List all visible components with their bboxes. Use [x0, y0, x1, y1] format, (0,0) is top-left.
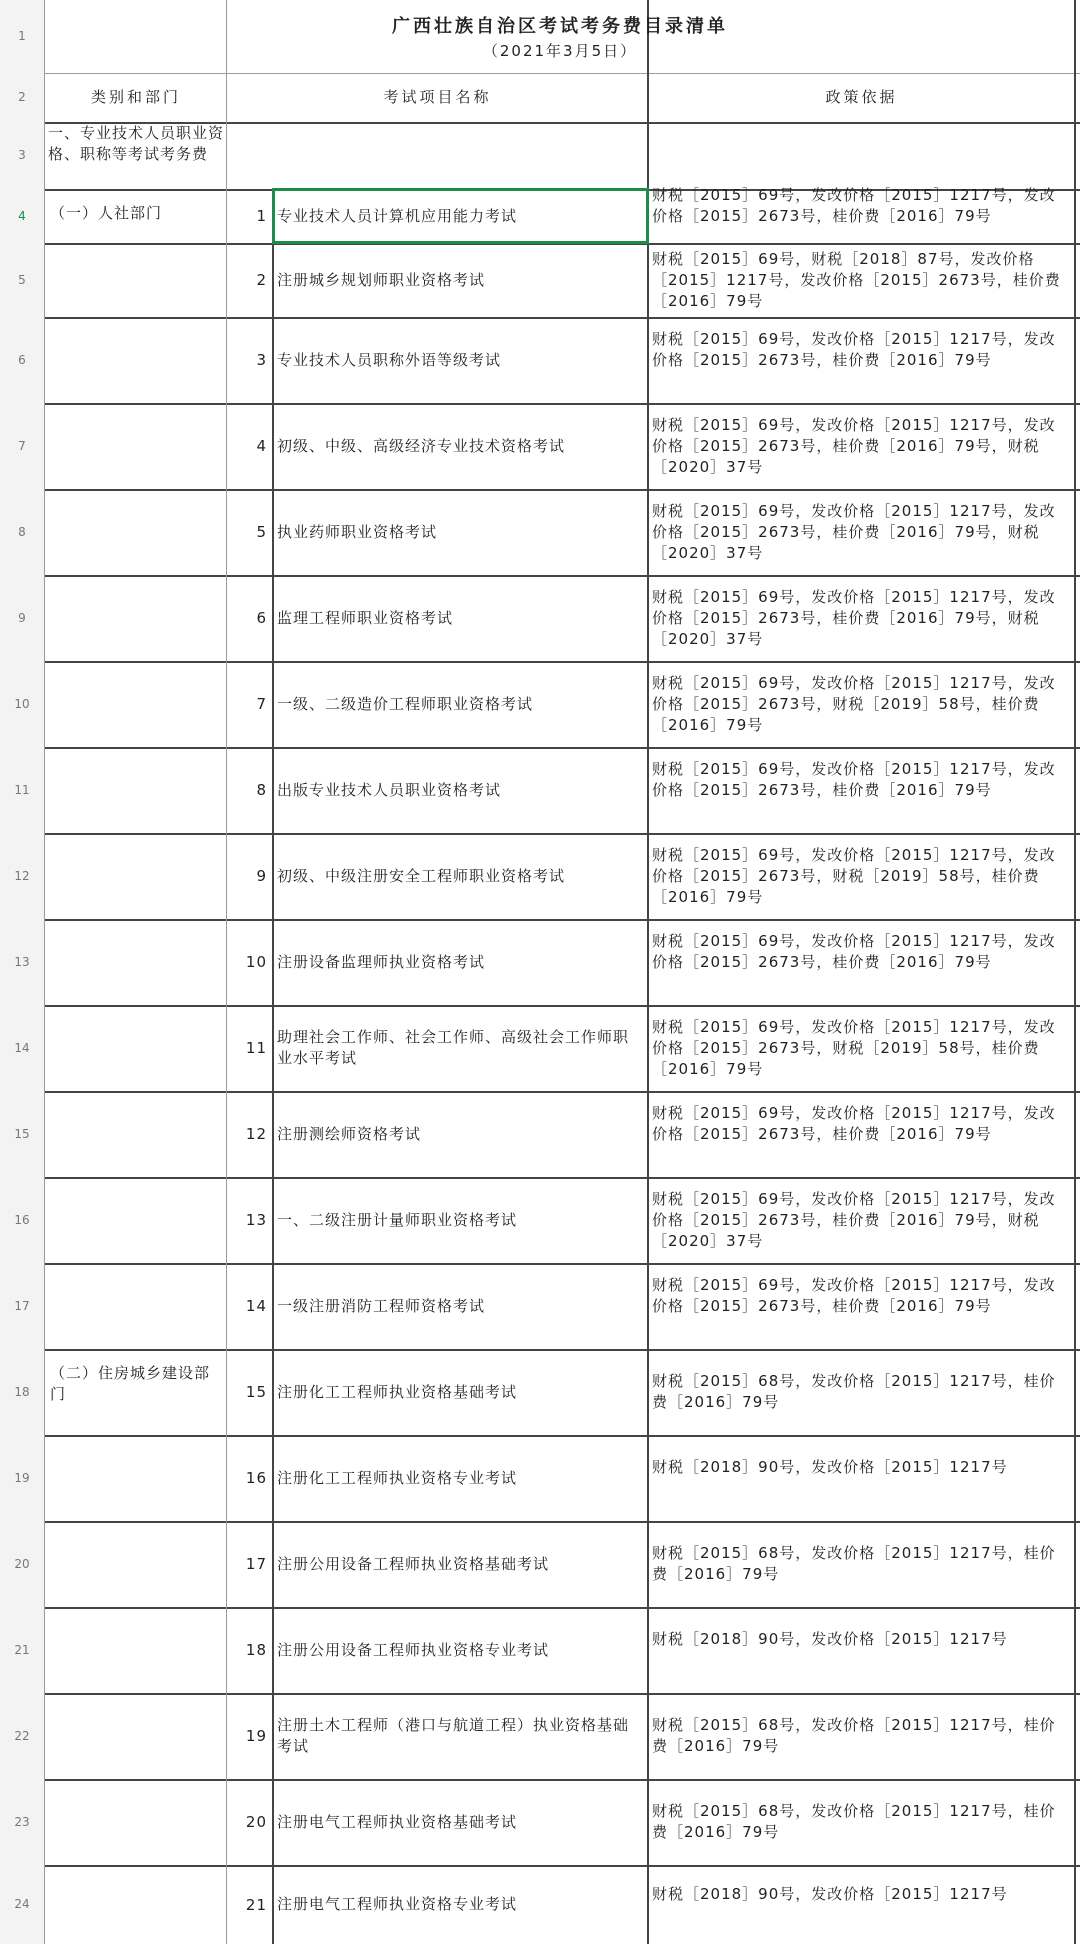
item-number-cell[interactable]: 12 [245, 1125, 267, 1143]
item-number-cell[interactable]: 9 [256, 867, 267, 885]
policy-basis-cell[interactable]: 财税［2015］69号，财税［2018］87号，发改价格［2015］1217号，发改价格［2015］2673号，桂价费［2016］79号 [652, 249, 1061, 310]
row-number[interactable]: 18 [0, 1349, 44, 1435]
row-divider [0, 1779, 1080, 1781]
row-divider [0, 1521, 1080, 1523]
row-number[interactable]: 20 [0, 1521, 44, 1607]
row-number[interactable]: 16 [0, 1177, 44, 1263]
exam-name-cell[interactable]: 执业药师职业资格考试 [277, 522, 438, 541]
row-number[interactable]: 2 [0, 73, 44, 122]
section-category-cell[interactable]: 一、专业技术人员职业资格、职称等考试考务费 [48, 124, 224, 163]
exam-name-cell[interactable]: 注册测绘师资格考试 [277, 1124, 422, 1143]
exam-name-cell[interactable]: 注册电气工程师执业资格基础考试 [277, 1812, 518, 1831]
exam-name-cell[interactable]: 注册设备监理师执业资格考试 [277, 952, 486, 971]
row-divider [0, 1349, 1080, 1351]
row-divider [0, 919, 1080, 921]
policy-basis-cell[interactable]: 财税［2015］69号，发改价格［2015］1217号，发改价格［2015］2673号，桂价费［2016］79号 [652, 185, 1056, 225]
exam-name-cell[interactable]: 一级注册消防工程师资格考试 [277, 1296, 486, 1315]
row-divider [0, 747, 1080, 749]
row-number[interactable]: 10 [0, 661, 44, 747]
row-number[interactable]: 12 [0, 833, 44, 919]
exam-name-cell[interactable]: 注册城乡规划师职业资格考试 [277, 270, 486, 289]
policy-basis-cell[interactable]: 财税［2015］69号，发改价格［2015］1217号，发改价格［2015］2673号，桂价费［2016］79号，财税［2020］37号 [652, 415, 1056, 476]
policy-basis-cell[interactable]: 财税［2015］69号，发改价格［2015］1217号，发改价格［2015］2673号，桂价费［2016］79号，财税［2020］37号 [652, 501, 1056, 562]
item-number-cell[interactable]: 16 [245, 1469, 267, 1487]
row-number[interactable]: 13 [0, 919, 44, 1005]
row-number[interactable]: 3 [0, 122, 44, 189]
item-number-cell[interactable]: 15 [245, 1383, 267, 1401]
policy-basis-cell[interactable]: 财税［2015］69号，发改价格［2015］1217号，发改价格［2015］2673号，桂价费［2016］79号 [652, 931, 1056, 971]
item-number-cell[interactable]: 5 [256, 523, 267, 541]
policy-basis-cell[interactable]: 财税［2015］69号，发改价格［2015］1217号，发改价格［2015］2673号，桂价费［2016］79号 [652, 1103, 1056, 1143]
row-divider [0, 73, 1080, 74]
item-number-cell[interactable]: 1 [256, 207, 267, 225]
category-cell[interactable]: （一）人社部门 [50, 204, 163, 222]
row-number[interactable]: 1 [0, 0, 44, 73]
row-divider [0, 1693, 1080, 1695]
row-divider [0, 1263, 1080, 1265]
item-number-cell[interactable]: 17 [245, 1555, 267, 1573]
row-number[interactable]: 8 [0, 489, 44, 575]
row-divider [0, 1177, 1080, 1179]
row-number[interactable]: 11 [0, 747, 44, 833]
item-number-cell[interactable]: 4 [256, 437, 267, 455]
exam-name-cell[interactable]: 一、二级注册计量师职业资格考试 [277, 1210, 518, 1229]
sheet-subtitle[interactable]: （2021年3月5日） [482, 42, 638, 60]
exam-name-cell[interactable]: 专业技术人员职称外语等级考试 [277, 350, 502, 369]
item-number-cell[interactable]: 13 [245, 1211, 267, 1229]
exam-name-cell[interactable]: 专业技术人员计算机应用能力考试 [277, 206, 518, 225]
selected-cell [272, 188, 649, 244]
item-number-cell[interactable]: 18 [245, 1641, 267, 1659]
item-number-cell[interactable]: 21 [245, 1895, 267, 1914]
category-cell[interactable]: （二）住房城乡建设部门 [50, 1364, 211, 1403]
row-divider [0, 575, 1080, 577]
row-number[interactable]: 14 [0, 1005, 44, 1091]
item-number-cell[interactable]: 6 [256, 609, 267, 627]
policy-basis-cell[interactable]: 财税［2015］68号，发改价格［2015］1217号，桂价费［2016］79号 [652, 1372, 1056, 1411]
exam-name-cell[interactable]: 助理社会工作师、社会工作师、高级社会工作师职业水平考试 [277, 1028, 630, 1067]
header-exam-name[interactable]: 考试项目名称 [383, 88, 492, 106]
row-number[interactable]: 15 [0, 1091, 44, 1177]
row-number[interactable]: 22 [0, 1693, 44, 1779]
exam-name-cell[interactable]: 注册化工工程师执业资格专业考试 [277, 1468, 518, 1487]
exam-name-cell[interactable]: 注册公用设备工程师执业资格专业考试 [277, 1640, 550, 1659]
column-divider [226, 0, 227, 1944]
policy-basis-cell[interactable]: 财税［2018］90号，发改价格［2015］1217号 [652, 1458, 1008, 1476]
item-number-cell[interactable]: 11 [245, 1039, 267, 1057]
exam-name-cell[interactable]: 注册公用设备工程师执业资格基础考试 [277, 1554, 550, 1573]
row-divider [0, 1005, 1080, 1007]
policy-basis-cell[interactable]: 财税［2015］69号，发改价格［2015］1217号，发改价格［2015］2673号，财税［2019］58号，桂价费［2016］79号 [652, 1017, 1056, 1078]
row-divider [0, 317, 1080, 319]
row-number[interactable]: 21 [0, 1607, 44, 1693]
exam-name-cell[interactable]: 一级、二级造价工程师职业资格考试 [277, 694, 534, 713]
row-divider [0, 1091, 1080, 1093]
column-divider [647, 0, 649, 1944]
row-divider [0, 1865, 1080, 1867]
policy-basis-cell[interactable]: 财税［2015］69号，发改价格［2015］1217号，发改价格［2015］2673号，桂价费［2016］79号，财税［2020］37号 [652, 587, 1056, 648]
row-divider [0, 1607, 1080, 1609]
row-number[interactable]: 19 [0, 1435, 44, 1521]
row-number[interactable]: 7 [0, 403, 44, 489]
item-number-cell[interactable]: 10 [245, 953, 267, 971]
item-number-cell[interactable]: 3 [256, 351, 267, 369]
exam-name-cell[interactable]: 初级、中级、高级经济专业技术资格考试 [277, 436, 566, 455]
policy-basis-cell[interactable]: 财税［2015］69号，发改价格［2015］1217号，发改价格［2015］2673号，桂价费［2016］79号 [652, 759, 1056, 799]
policy-basis-cell[interactable]: 财税［2015］69号，发改价格［2015］1217号，发改价格［2015］2673号，桂价费［2016］79号 [652, 329, 1056, 369]
exam-name-cell[interactable]: 注册土木工程师（港口与航道工程）执业资格基础考试 [277, 1716, 630, 1755]
item-number-cell[interactable]: 7 [256, 695, 267, 713]
item-number-cell[interactable]: 14 [245, 1297, 267, 1315]
exam-name-cell[interactable]: 监理工程师职业资格考试 [277, 608, 454, 627]
policy-basis-cell[interactable]: 财税［2015］68号，发改价格［2015］1217号，桂价费［2016］79号 [652, 1802, 1056, 1841]
item-number-cell[interactable]: 20 [245, 1813, 267, 1831]
row-number[interactable]: 9 [0, 575, 44, 661]
policy-basis-cell[interactable]: 财税［2018］90号，发改价格［2015］1217号 [652, 1884, 1008, 1903]
row-divider [0, 1435, 1080, 1437]
policy-basis-cell[interactable]: 财税［2015］69号，发改价格［2015］1217号，发改价格［2015］2673号，财税［2019］58号，桂价费［2016］79号 [652, 845, 1056, 906]
row-number[interactable]: 17 [0, 1263, 44, 1349]
row-divider [0, 661, 1080, 663]
item-number-cell[interactable]: 2 [256, 271, 267, 289]
exam-name-cell[interactable]: 注册化工工程师执业资格基础考试 [277, 1382, 518, 1401]
row-number[interactable]: 5 [0, 243, 44, 317]
policy-basis-cell[interactable]: 财税［2015］68号，发改价格［2015］1217号，桂价费［2016］79号 [652, 1544, 1056, 1583]
exam-name-cell[interactable]: 初级、中级注册安全工程师职业资格考试 [277, 866, 566, 885]
policy-basis-cell[interactable]: 财税［2015］68号，发改价格［2015］1217号，桂价费［2016］79号 [652, 1716, 1056, 1755]
sheet-title[interactable]: 广西壮族自治区考试考务费目录清单 [392, 16, 728, 37]
column-divider [272, 189, 274, 1944]
row-divider [0, 403, 1080, 405]
header-category[interactable]: 类别和部门 [90, 88, 181, 106]
column-divider [1074, 0, 1076, 1944]
row-number[interactable]: 4 [0, 189, 44, 243]
policy-basis-cell[interactable]: 财税［2015］69号，发改价格［2015］1217号，发改价格［2015］2673号，桂价费［2016］79号 [652, 1275, 1056, 1315]
row-divider [0, 833, 1080, 835]
column-divider [44, 0, 45, 1944]
exam-name-cell[interactable]: 出版专业技术人员职业资格考试 [277, 780, 502, 799]
policy-basis-cell[interactable]: 财税［2015］69号，发改价格［2015］1217号，发改价格［2015］2673号，桂价费［2016］79号，财税［2020］37号 [652, 1189, 1056, 1250]
row-number[interactable]: 6 [0, 317, 44, 403]
exam-name-cell[interactable]: 注册电气工程师执业资格专业考试 [277, 1895, 518, 1913]
row-number[interactable]: 24 [0, 1865, 44, 1944]
row-number[interactable]: 23 [0, 1779, 44, 1865]
item-number-cell[interactable]: 8 [256, 781, 267, 799]
item-number-cell[interactable]: 19 [245, 1727, 267, 1745]
policy-basis-cell[interactable]: 财税［2015］69号，发改价格［2015］1217号，发改价格［2015］2673号，财税［2019］58号，桂价费［2016］79号 [652, 673, 1056, 734]
row-divider [0, 489, 1080, 491]
policy-basis-cell[interactable]: 财税［2018］90号，发改价格［2015］1217号 [652, 1630, 1008, 1648]
header-policy-basis[interactable]: 政策依据 [825, 88, 898, 106]
